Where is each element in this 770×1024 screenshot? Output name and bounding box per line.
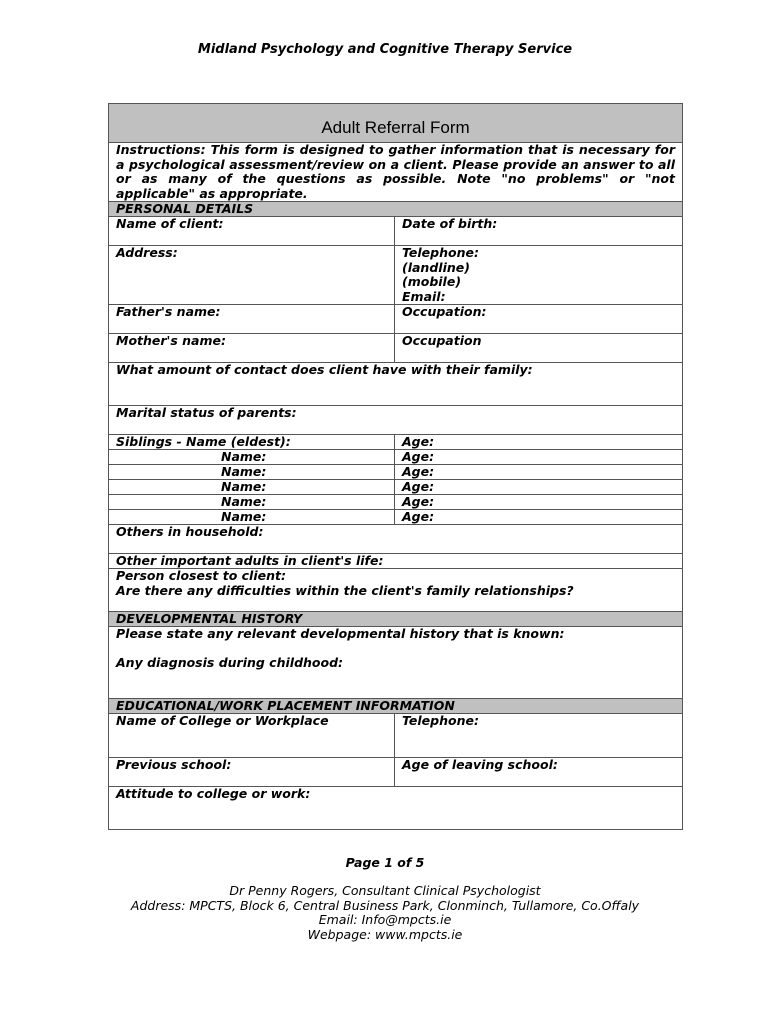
name-of-client-field[interactable]: Name of client: [109, 217, 395, 245]
sibling-row [109, 479, 682, 494]
sibling-age-field[interactable]: Age: [402, 434, 435, 449]
sibling-name-field[interactable]: Name: [109, 495, 395, 509]
landline-label: (landline) [402, 259, 470, 275]
developmental-cell [109, 627, 682, 698]
sibling-row [109, 509, 682, 524]
previous-school-field[interactable]: Previous school: [109, 758, 395, 786]
dev-history-field[interactable]: Please state any relevant developmental history that is known: [116, 626, 565, 641]
row-address-telephone [109, 245, 682, 304]
person-closest-field[interactable]: Person closest to client: [116, 568, 286, 583]
telephone-label: Telephone: [402, 245, 479, 260]
row-person-closest [109, 568, 682, 611]
sibling-row [109, 449, 682, 464]
row-college [109, 713, 682, 757]
fathers-name-field[interactable]: Father's name: [109, 305, 395, 333]
row-name-dob [109, 216, 682, 245]
other-adults-field[interactable]: Other important adults in client's life: [116, 553, 384, 568]
sibling-name-field[interactable]: Siblings - Name (eldest): [109, 435, 395, 449]
section-personal-details [109, 201, 682, 216]
sibling-row [109, 464, 682, 479]
sibling-row [109, 434, 682, 449]
date-of-birth-field[interactable]: Date of birth: [402, 216, 498, 231]
form-title: Adult Referral Form [321, 118, 470, 137]
referral-form [108, 103, 683, 830]
childhood-diagnosis-field[interactable]: Any diagnosis during childhood: [116, 655, 344, 671]
section-label: EDUCATIONAL/WORK PLACEMENT INFORMATION [116, 698, 455, 713]
address-field[interactable]: Address: [109, 246, 395, 304]
attitude-field[interactable]: Attitude to college or work: [116, 786, 311, 801]
footer-address: Address: MPCTS, Block 6, Central Business Park, Clonminch, Tullamore, Co.Offaly [130, 897, 640, 913]
row-marital-status [109, 405, 682, 434]
college-workplace-field[interactable]: Name of College or Workplace [109, 714, 395, 757]
section-label: DEVELOPMENTAL HISTORY [116, 611, 303, 626]
section-education [109, 698, 682, 713]
row-attitude [109, 786, 682, 829]
age-leaving-field[interactable]: Age of leaving school: [402, 757, 558, 772]
email-label: Email: [402, 289, 446, 305]
sibling-name-field[interactable]: Name: [109, 480, 395, 494]
sibling-age-field[interactable]: Age: [402, 479, 435, 494]
row-others-household [109, 524, 682, 553]
closest-difficulties-cell [109, 569, 682, 611]
row-mother [109, 333, 682, 362]
section-label: PERSONAL DETAILS [116, 201, 254, 216]
page-number: Page 1 of 5 [345, 855, 425, 870]
row-father [109, 304, 682, 333]
form-title-bar [109, 104, 682, 143]
footer-psychologist: Dr Penny Rogers, Consultant Clinical Psychologist [229, 883, 541, 898]
family-difficulties-field[interactable]: Are there any difficulties within the client's family relationships? [116, 582, 574, 598]
sibling-row [109, 494, 682, 509]
sibling-age-field[interactable]: Age: [402, 494, 435, 509]
telephone-field[interactable] [395, 246, 682, 304]
marital-status-field[interactable]: Marital status of parents: [116, 405, 297, 420]
sibling-name-field[interactable]: Name: [109, 465, 395, 479]
mothers-name-field[interactable]: Mother's name: [109, 334, 395, 362]
sibling-name-field[interactable]: Name: [109, 450, 395, 464]
row-previous-school [109, 757, 682, 786]
edu-telephone-field[interactable]: Telephone: [402, 713, 479, 728]
mother-occupation-field[interactable]: Occupation [402, 333, 482, 348]
sibling-name-field[interactable]: Name: [109, 510, 395, 524]
footer-info [0, 884, 770, 943]
father-occupation-field[interactable]: Occupation: [402, 304, 487, 319]
page-header: Midland Psychology and Cognitive Therapy Service [197, 42, 573, 57]
sibling-age-field[interactable]: Age: [402, 449, 435, 464]
mobile-label: (mobile) [402, 274, 462, 290]
sibling-age-field[interactable]: Age: [402, 464, 435, 479]
others-household-field[interactable]: Others in household: [116, 524, 264, 539]
instructions: Instructions: This form is designed to gather information that is necessary for a psychological assessment/review on a client. Please provide an answer to all or as many of the questions as possible. Note "no problems" or "not applicable" as appropriate. [116, 143, 675, 201]
row-developmental [109, 626, 682, 698]
family-contact-field[interactable]: What amount of contact does client have with their family: [116, 362, 533, 377]
row-other-adults [109, 553, 682, 568]
sibling-age-field[interactable]: Age: [402, 509, 435, 524]
row-family-contact [109, 362, 682, 405]
footer-email[interactable]: Email: Info@mpcts.ie [318, 912, 452, 928]
footer-webpage[interactable]: Webpage: www.mpcts.ie [307, 927, 463, 943]
section-developmental-history [109, 611, 682, 626]
